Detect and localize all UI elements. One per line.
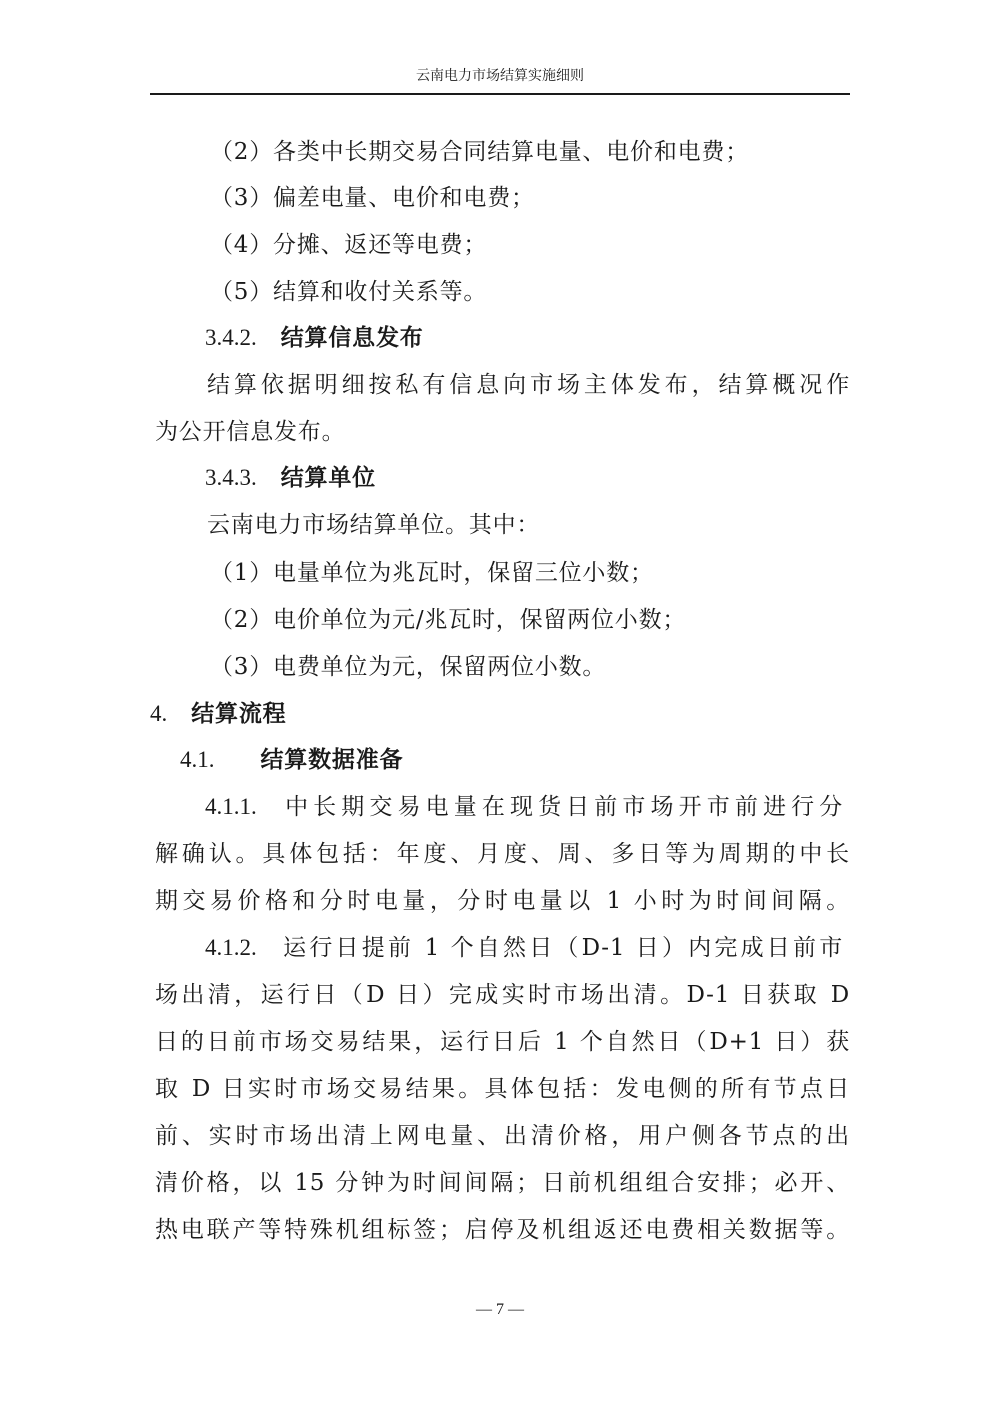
section-number: 3.4.3. xyxy=(205,465,257,490)
section-title: 结算数据准备 xyxy=(260,747,404,773)
section-number: 4. xyxy=(150,701,168,726)
paragraph-line: 场出清，运行日（D 日）完成实时市场出清。D-1 日获取 D xyxy=(155,982,850,1008)
list-item: （3）偏差电量、电价和电费； xyxy=(210,185,535,211)
section-heading-3-4-3 xyxy=(205,463,376,493)
paragraph-line: 日的日前市场交易结果，运行日后 1 个自然日（D+1 日）获 xyxy=(155,1029,850,1055)
paragraph-line: 为公开信息发布。 xyxy=(155,419,346,445)
section-heading-4 xyxy=(150,699,286,729)
clause-number: 4.1.2. xyxy=(205,935,257,960)
paragraph-line: 热电联产等特殊机组标签；启停及机组返还电费相关数据等。 xyxy=(155,1217,850,1243)
list-item: （4）分摊、返还等电费； xyxy=(210,232,488,258)
list-item: （5）结算和收付关系等。 xyxy=(210,279,488,305)
section-heading-3-4-2 xyxy=(205,323,424,353)
list-item: （1）电量单位为兆瓦时，保留三位小数； xyxy=(210,560,654,586)
paragraph-line: 前、实时市场出清上网电量、出清价格，用户侧各节点的出 xyxy=(155,1123,850,1149)
section-title: 结算流程 xyxy=(191,701,287,727)
paragraph-line: 取 D 日实时市场交易结果。具体包括：发电侧的所有节点日 xyxy=(155,1076,850,1102)
paragraph-line: 解确认。具体包括：年度、月度、周、多日等为周期的中长 xyxy=(155,841,850,867)
list-item: （3）电费单位为元，保留两位小数。 xyxy=(210,654,607,680)
clause-text: 中长期交易电量在现货日前市场开市前进行分 xyxy=(280,794,843,820)
clause-text: 运行日提前 1 个自然日（D-1 日）内完成日前市 xyxy=(280,935,843,961)
paragraph-line xyxy=(205,933,843,963)
paragraph-line: 云南电力市场结算单位。其中： xyxy=(207,512,541,538)
clause-number: 4.1.1. xyxy=(205,794,257,819)
paragraph-line: 结算依据明细按私有信息向市场主体发布，结算概况作 xyxy=(207,372,850,398)
paragraph-line: 清价格，以 15 分钟为时间间隔；日前机组组合安排；必开、 xyxy=(155,1170,850,1196)
header-rule xyxy=(150,93,850,95)
section-title: 结算单位 xyxy=(280,465,376,491)
list-item: （2）电价单位为元/兆瓦时，保留两位小数； xyxy=(210,607,687,633)
paragraph-line: 期交易价格和分时电量，分时电量以 1 小时为时间间隔。 xyxy=(155,888,850,914)
section-heading-4-1 xyxy=(180,745,403,775)
page-number: — 7 — xyxy=(476,1301,524,1318)
section-title: 结算信息发布 xyxy=(280,325,424,351)
list-item: （2）各类中长期交易合同结算电量、电价和电费； xyxy=(210,139,750,165)
section-number: 4.1. xyxy=(180,747,215,772)
section-number: 3.4.2. xyxy=(205,325,257,350)
paragraph-line xyxy=(205,792,843,822)
running-header: 云南电力市场结算实施细则 xyxy=(416,68,584,84)
